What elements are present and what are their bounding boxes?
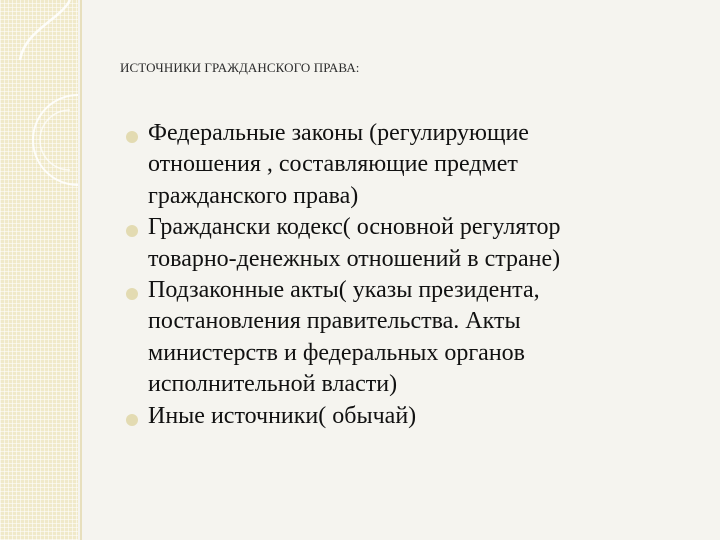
bullet-text-line: Подзаконные акты( указы президента, [148,277,540,304]
bullet-text-line: Федеральные законы (регулирующие [148,120,529,146]
circle-bullet-icon [126,225,138,237]
bullet-text-line: гражданского права) [148,182,359,209]
bullet-text-line: исполнительной власти) [148,371,398,398]
circle-bullet-icon [126,414,138,426]
slide-title: ИСТОЧНИКИ ГРАЖДАНСКОГО ПРАВА: [120,60,360,75]
bullet-item [148,275,668,401]
bullet-text-line: Иные источники( обычай) [148,402,417,429]
bullet-text-line: министерств и федеральных органов [148,339,526,366]
circle-bullet-icon [126,288,138,300]
bullet-item [148,401,668,432]
circle-bullet-icon [126,131,138,143]
bullet-text-line: Граждански кодекс( основной регулятор [148,214,561,241]
bullet-text-line: товарно-денежных отношений в стране) [148,245,561,272]
bullet-item [148,118,668,212]
bullet-text-line: отношения , составляющие предмет [148,151,518,178]
bullet-list [148,118,668,432]
bullet-item [148,212,668,275]
bullet-text-line: постановления правительства. Акты [148,308,521,335]
swirl-decoration-icon [0,0,100,200]
